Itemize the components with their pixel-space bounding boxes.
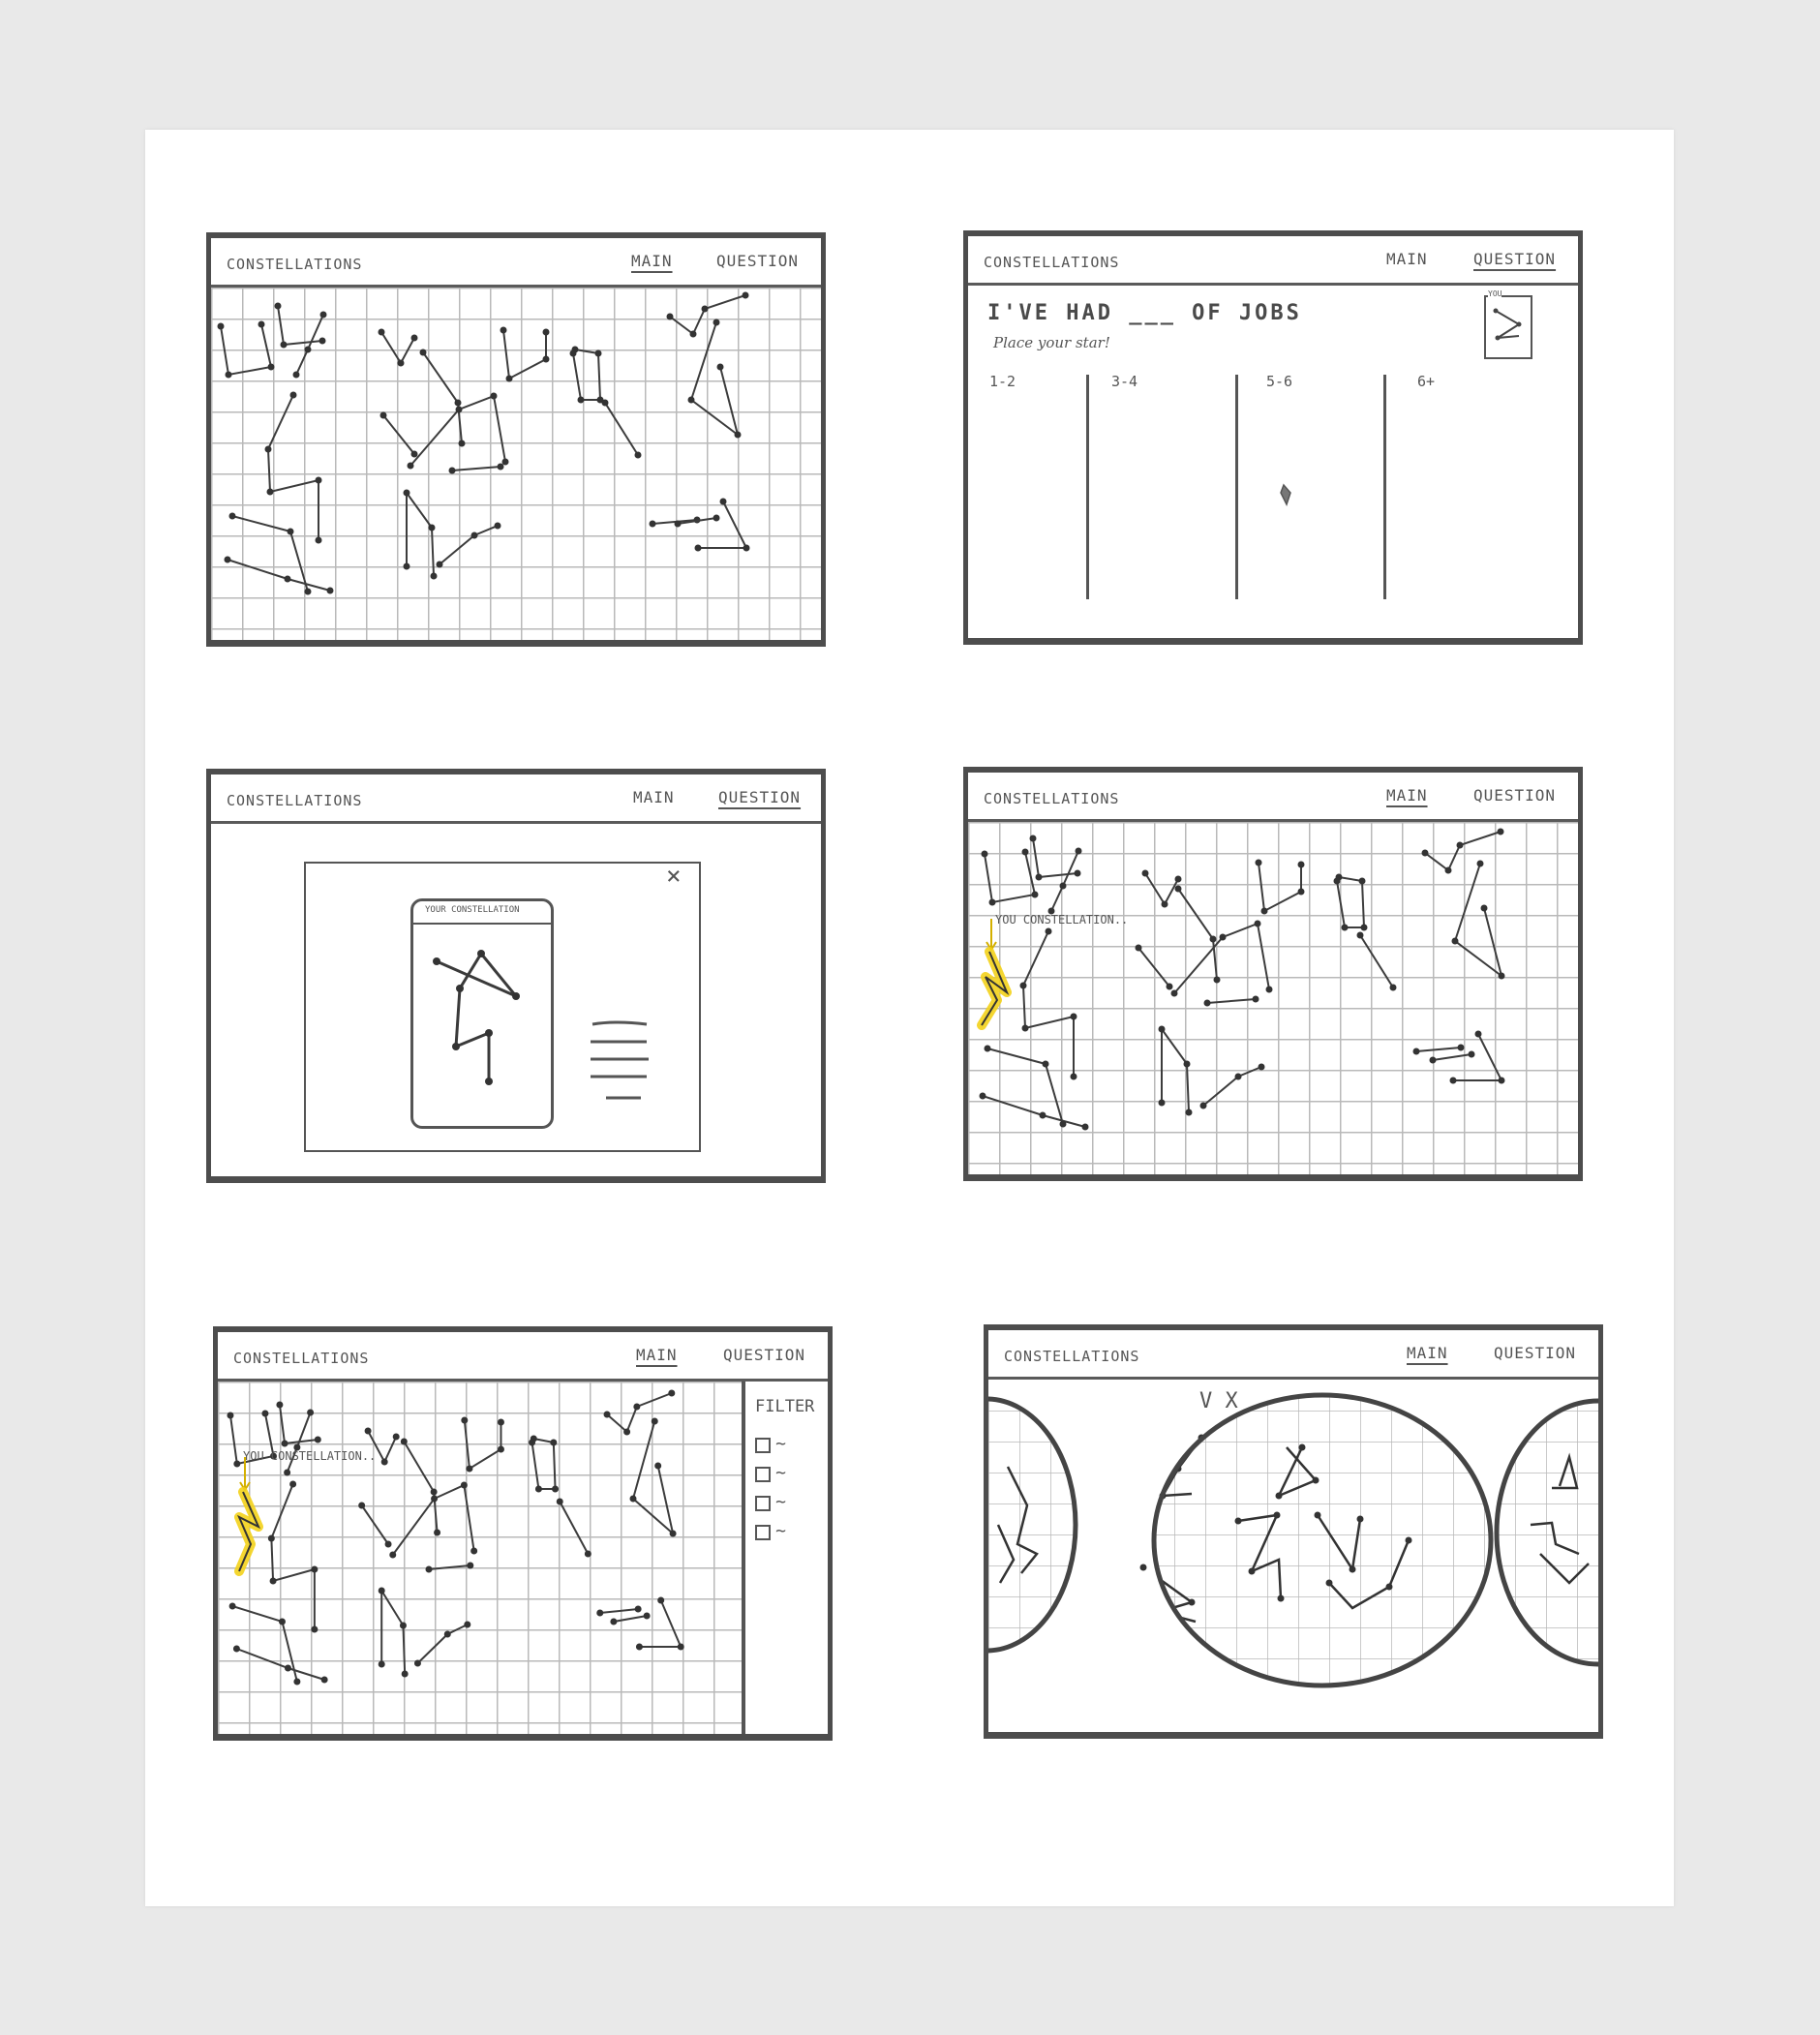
filter-option[interactable]: [755, 1521, 786, 1541]
filter-option-label: ~: [775, 1463, 786, 1483]
modal-content: [211, 824, 821, 1176]
star-point[interactable]: [420, 349, 427, 356]
panel-modal: [206, 769, 826, 1183]
star-point[interactable]: [319, 338, 326, 345]
detail-label: V X: [1199, 1389, 1238, 1413]
star-point[interactable]: [327, 588, 334, 594]
star-point[interactable]: [717, 364, 724, 371]
constellation-line[interactable]: [440, 526, 498, 564]
star-point[interactable]: [265, 446, 272, 453]
center-constellation-circle[interactable]: [1140, 1395, 1492, 1686]
star-point[interactable]: [543, 356, 550, 363]
star-point[interactable]: [459, 440, 466, 447]
constellation-line[interactable]: [296, 315, 323, 375]
nav-question[interactable]: QUESTION: [716, 252, 800, 270]
star-point[interactable]: [735, 432, 742, 439]
star-point[interactable]: [218, 323, 225, 330]
nav-main[interactable]: MAIN: [1407, 1344, 1448, 1362]
constellation-line[interactable]: [503, 330, 546, 379]
star-point[interactable]: [471, 532, 478, 539]
star-point[interactable]: [429, 525, 436, 532]
constellation-line[interactable]: [691, 322, 738, 435]
panel-main-highlight: [963, 767, 1583, 1181]
star-point[interactable]: [495, 523, 501, 530]
star-point[interactable]: [380, 412, 387, 419]
panel-main-filter: [213, 1326, 833, 1741]
star-point[interactable]: [713, 319, 720, 326]
star-point[interactable]: [456, 407, 463, 413]
main-filter-content: [218, 1382, 828, 1734]
constellation-line[interactable]: [232, 516, 308, 592]
detail-content: [988, 1380, 1598, 1732]
filter-option[interactable]: [755, 1463, 786, 1483]
star-point[interactable]: [275, 303, 282, 310]
nav-main[interactable]: MAIN: [1386, 786, 1428, 805]
star-point[interactable]: [398, 360, 405, 367]
top-bar: [211, 775, 821, 824]
top-bar: [968, 236, 1578, 286]
top-bar: [988, 1330, 1598, 1380]
top-bar: [218, 1332, 828, 1382]
star-point[interactable]: [578, 397, 585, 404]
top-bar: [968, 773, 1578, 822]
star-point[interactable]: [595, 350, 602, 357]
star-point[interactable]: [316, 537, 322, 544]
star-cursor-icon[interactable]: [968, 286, 1578, 638]
star-point[interactable]: [502, 459, 509, 466]
panel-question: [963, 230, 1583, 645]
star-point[interactable]: [229, 513, 236, 520]
app-title: CONSTELLATIONS: [227, 256, 363, 273]
checkbox-checked-icon[interactable]: [755, 1438, 771, 1453]
star-point[interactable]: [449, 468, 456, 474]
constellation-line[interactable]: [381, 332, 414, 363]
close-icon[interactable]: ×: [666, 862, 682, 891]
filter-option-label: ~: [775, 1521, 786, 1541]
star-point[interactable]: [667, 314, 674, 320]
panel-detail: [984, 1324, 1603, 1739]
star-point[interactable]: [268, 364, 275, 371]
nav-question[interactable]: QUESTION: [1473, 250, 1557, 268]
your-constellation-highlight[interactable]: [968, 822, 1578, 1174]
app-title: CONSTELLATIONS: [227, 792, 363, 809]
column-label-1: 1-2: [989, 373, 1016, 390]
question-instruction: Place your star!: [993, 334, 1110, 351]
constellation-line[interactable]: [670, 295, 745, 334]
star-point[interactable]: [411, 335, 418, 342]
constellation-line[interactable]: [407, 493, 434, 576]
star-point[interactable]: [491, 393, 498, 400]
column-label-2: 3-4: [1111, 373, 1138, 390]
star-point[interactable]: [713, 515, 720, 522]
question-prompt: I'VE HAD ___ OF JOBS: [987, 301, 1302, 325]
star-point[interactable]: [411, 451, 418, 458]
star-point[interactable]: [379, 329, 385, 336]
checkbox-icon[interactable]: [755, 1525, 771, 1540]
star-point[interactable]: [408, 463, 414, 470]
star-map[interactable]: [211, 288, 821, 640]
star-point[interactable]: [285, 576, 291, 583]
star-point[interactable]: [316, 477, 322, 484]
star-point[interactable]: [720, 499, 727, 505]
left-constellation-circle[interactable]: [988, 1399, 1076, 1651]
column-label-4: 6+: [1417, 373, 1436, 390]
column-label-3: 5-6: [1266, 373, 1293, 390]
constellation-line[interactable]: [278, 306, 322, 345]
star-point[interactable]: [498, 464, 504, 471]
star-point[interactable]: [404, 490, 410, 497]
app-title: CONSTELLATIONS: [984, 254, 1120, 271]
star-point[interactable]: [543, 329, 550, 336]
filter-option[interactable]: [755, 1434, 786, 1454]
star-point[interactable]: [690, 331, 697, 338]
star-point[interactable]: [290, 392, 297, 399]
constellation-line[interactable]: [698, 501, 746, 548]
filter-option-label: ~: [775, 1492, 786, 1512]
nav-main[interactable]: MAIN: [633, 788, 675, 806]
star-point[interactable]: [506, 376, 513, 382]
checkbox-icon[interactable]: [755, 1467, 771, 1482]
star-point[interactable]: [650, 521, 656, 528]
star-point[interactable]: [500, 327, 507, 334]
constellation-line[interactable]: [228, 560, 330, 591]
right-constellation-circle[interactable]: [1497, 1401, 1598, 1664]
description-lines: [306, 864, 703, 1154]
star-point[interactable]: [281, 342, 288, 349]
sketch-sheet: [145, 130, 1674, 1906]
star-point[interactable]: [226, 372, 232, 379]
nav-main[interactable]: MAIN: [636, 1346, 678, 1364]
your-constellation-highlight[interactable]: [218, 1382, 742, 1734]
carousel: [988, 1380, 1598, 1732]
constellation-line[interactable]: [383, 415, 414, 454]
card-title: YOUR CONSTELLATION: [425, 905, 520, 915]
star-point[interactable]: [320, 312, 327, 319]
checkbox-icon[interactable]: [755, 1496, 771, 1511]
star-point[interactable]: [305, 589, 312, 595]
nav-question[interactable]: QUESTION: [718, 788, 802, 806]
star-point[interactable]: [293, 372, 300, 379]
constellation-line[interactable]: [452, 467, 500, 471]
nav-question[interactable]: QUESTION: [723, 1346, 806, 1364]
constellation-line[interactable]: [573, 349, 600, 400]
star-point[interactable]: [743, 545, 750, 552]
highlight-label: YOU CONSTELLATION..: [995, 913, 1129, 926]
star-point[interactable]: [258, 321, 265, 328]
star-point[interactable]: [602, 400, 609, 407]
thumb-label: YOU: [1488, 289, 1502, 298]
star-point[interactable]: [635, 452, 642, 459]
star-point[interactable]: [675, 521, 682, 528]
constellation-line[interactable]: [605, 403, 638, 455]
star-point[interactable]: [743, 292, 749, 299]
filter-option[interactable]: [755, 1492, 786, 1512]
top-bar: [211, 238, 821, 288]
constellations: [211, 288, 821, 640]
star-point[interactable]: [288, 529, 294, 535]
star-point[interactable]: [437, 562, 443, 568]
star-map[interactable]: [968, 822, 1578, 1174]
star-point[interactable]: [431, 573, 438, 580]
constellation-line[interactable]: [268, 395, 318, 540]
constellation-line[interactable]: [221, 324, 271, 375]
star-point[interactable]: [404, 563, 410, 570]
star-point[interactable]: [455, 400, 462, 407]
app-title: CONSTELLATIONS: [984, 790, 1120, 807]
star-point[interactable]: [688, 397, 695, 404]
nav-main[interactable]: MAIN: [1386, 250, 1428, 268]
nav-question[interactable]: QUESTION: [1473, 786, 1557, 805]
star-point[interactable]: [305, 347, 312, 353]
question-content: [968, 286, 1578, 638]
star-point[interactable]: [267, 489, 274, 496]
highlight-label: YOU CONSTELLATION..: [243, 1449, 377, 1463]
star-point[interactable]: [702, 306, 709, 313]
filter-option-label: ~: [775, 1434, 786, 1454]
modal-dialog: [304, 862, 701, 1152]
app-title: CONSTELLATIONS: [1004, 1348, 1140, 1365]
star-point[interactable]: [695, 545, 702, 552]
star-map[interactable]: [218, 1382, 742, 1734]
nav-question[interactable]: QUESTION: [1494, 1344, 1577, 1362]
panel-main-grid: [206, 232, 826, 647]
star-point[interactable]: [225, 557, 231, 563]
star-point[interactable]: [570, 350, 577, 357]
filter-title: FILTER: [755, 1397, 815, 1416]
nav-main[interactable]: MAIN: [631, 252, 673, 270]
app-title: CONSTELLATIONS: [233, 1350, 370, 1367]
filter-sidebar: [742, 1382, 828, 1734]
